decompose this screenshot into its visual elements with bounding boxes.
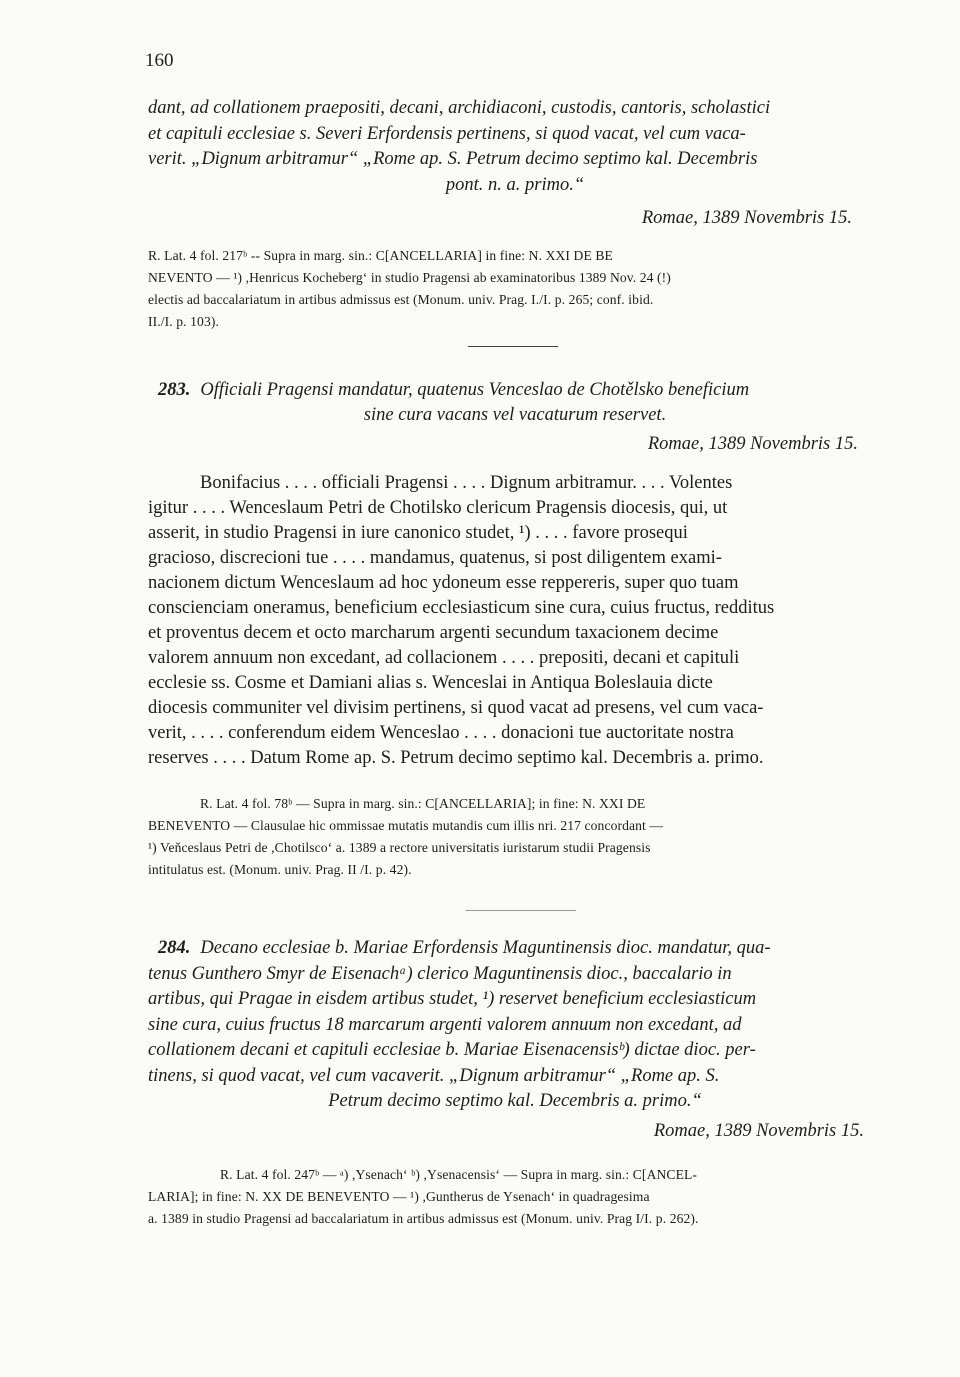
entry-date: Romae, 1389 Novembris 15. — [653, 1120, 864, 1141]
note-line: R. Lat. 4 fol. 217ᵇ -- Supra in marg. sin.: C[ANCELLARIA] in fine: N. XXI DE BE — [148, 248, 613, 263]
section-divider — [468, 346, 558, 347]
note-line: NEVENTO — ¹) ,Henricus Kocheberg‘ in studio Pragensi ab examinatoribus 1389 Nov. 24 (!) — [148, 270, 671, 285]
note-line: BENEVENTO — Clausulae hic ommissae mutatis mutandis cum illis nri. 217 concordant — — [148, 818, 664, 833]
body-line: et proventus decem et octo marcharum argenti secundum taxacionem decime — [148, 623, 719, 643]
body-line: gracioso, discrecioni tue . . . . mandamus, quatenus, si post diligentem exami- — [148, 548, 722, 568]
note-line: ¹) Veňceslaus Petri de ,Chotilsco‘ a. 1389 a rectore universitatis iuristarum studii Pragensis — [148, 840, 651, 855]
note-line: R. Lat. 4 fol. 78ᵇ — Supra in marg. sin.: C[ANCELLARIA]; in fine: N. XXI DE — [200, 796, 646, 811]
body-line: ecclesie ss. Cosme et Damiani alias s. Wenceslai in Antiqua Boleslauia dicte — [148, 673, 713, 693]
text-line: Petrum decimo septimo kal. Decembris a. primo.“ — [328, 1091, 702, 1111]
note-line: R. Lat. 4 fol. 247ᵇ — ᵃ) ,Ysenach‘ ᵇ) ,Ysenacensis‘ — Supra in marg. sin.: C[ANCEL- — [220, 1166, 697, 1182]
entry-body — [148, 936, 882, 1115]
body-line: diocesis communiter vel divisim pertinens, si quod vacat ad presens, vel cum vaca- — [148, 698, 764, 718]
heading-text: Decano ecclesiae b. Mariae Erfordensis Maguntinensis dioc. mandatur, qua- — [200, 938, 771, 958]
entry-number: 284. — [158, 938, 191, 958]
heading-text: Officiali Pragensi mandatur, quatenus Venceslao de Chotělsko beneficium — [200, 380, 750, 400]
entry-date: Romae, 1389 Novembris 15. — [641, 208, 852, 228]
body-line: Bonifacius . . . . officiali Pragensi . . . . Dignum arbitramur. . . . Volentes — [200, 473, 733, 493]
heading-text-2: sine cura vacans vel vacaturum reservet. — [363, 405, 667, 425]
text-line: et capituli ecclesiae s. Severi Erfordensis pertinens, si quod vacat, vel cum vaca- — [148, 123, 746, 144]
text-line: verit. „Dignum arbitramur“ „Rome ap. S. Petrum decimo septimo kal. Decembris — [148, 149, 758, 169]
body-line: conscienciam oneramus, beneficium ecclesiasticum sine cura, cuius fructus, redditus — [148, 598, 775, 618]
prev-entry-text — [148, 96, 882, 198]
text-line: sine cura, cuius fructus 18 marcarum argenti valorem annuum non excedant, ad — [148, 1014, 742, 1035]
entry-283 — [148, 378, 882, 881]
prev-entry — [148, 96, 882, 333]
note-line: a. 1389 in studio Pragensi ad baccalariatum in artibus admissus est (Monum. univ. Prag I/I. p. 262). — [148, 1210, 699, 1226]
text-line: tenus Gunthero Smyr de Eisenachᵃ) clerico Maguntinensis dioc., baccalario in — [148, 963, 732, 984]
entry-heading — [148, 378, 882, 403]
note-line: II./I. p. 103). — [148, 314, 219, 329]
entry-heading — [148, 936, 882, 962]
section-divider — [466, 910, 576, 911]
footnotes — [148, 245, 882, 333]
entry-number: 283. — [158, 380, 191, 400]
text-line: dant, ad collationem praepositi, decani, archidiaconi, custodis, cantoris, scholastici — [148, 98, 771, 118]
entry-284 — [148, 936, 882, 1230]
text-line: tinens, si quod vacat, vel cum vacaverit. „Dignum arbitramur“ „Rome ap. S. — [148, 1065, 720, 1086]
text-line: pont. n. a. primo.“ — [445, 174, 585, 195]
footnotes — [148, 793, 882, 881]
body-line: asserit, in studio Pragensi in iure canonico studet, ¹) . . . . favore prosequi — [148, 523, 688, 543]
body-line: nacionem dictum Wenceslaum ad hoc ydoneum esse reppereris, super quo tuam — [148, 573, 739, 593]
page-number: 160 — [145, 50, 174, 71]
entry-body — [148, 471, 882, 771]
text-line: collationem decani et capituli ecclesiae b. Mariae Eisenacensisᵇ) dictae dioc. per- — [148, 1040, 756, 1060]
text-line: artibus, qui Pragae in eisdem artibus studet, ¹) reservet beneficium ecclesiasticum — [148, 989, 757, 1009]
body-line: igitur . . . . Wenceslaum Petri de Chotilsko clericum Pragensis diocesis, qui, ut — [148, 498, 728, 518]
note-line: electis ad baccalariatum in artibus admissus est (Monum. univ. Prag. I./I. p. 265; conf. ibid. — [148, 292, 654, 307]
footnotes — [148, 1164, 882, 1230]
note-line: intitulatus est. (Monum. univ. Prag. II /I. p. 42). — [148, 862, 412, 877]
body-line: reserves . . . . Datum Rome ap. S. Petrum decimo septimo kal. Decembris a. primo. — [148, 748, 764, 768]
note-line: LARIA]; in fine: N. XX DE BENEVENTO — ¹) ,Guntherus de Ysenach‘ in quadragesima — [148, 1188, 650, 1204]
entry-date: Romae, 1389 Novembris 15. — [647, 434, 858, 454]
body-line: valorem annuum non excedant, ad collacionem . . . . prepositi, decani et capituli — [148, 648, 740, 668]
body-line: verit, . . . . conferendum eidem Wenceslao . . . . donacioni tue auctoritate nostra — [148, 723, 734, 743]
